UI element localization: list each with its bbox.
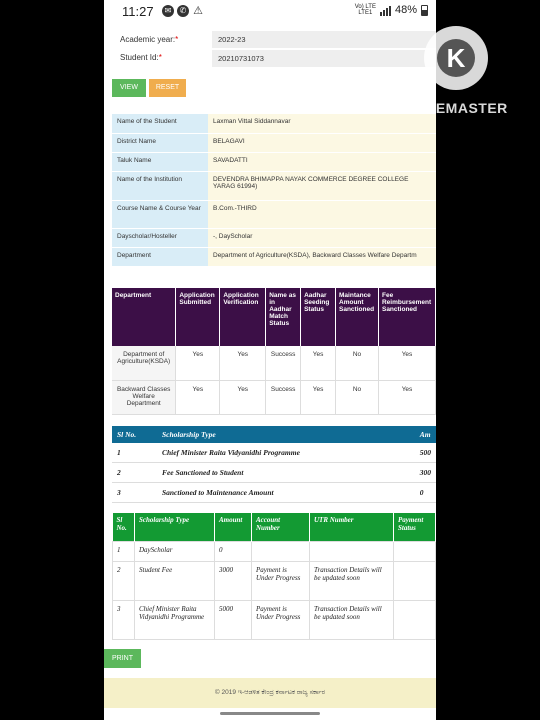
table-row	[112, 443, 436, 463]
academic-year-select[interactable]: 2022-23	[212, 31, 436, 48]
scholarship-cell: Sanctioned to Maintenance Amount	[157, 483, 415, 503]
payment-cell	[394, 541, 436, 561]
phone-screen	[104, 0, 436, 720]
notification-icons	[162, 5, 204, 17]
payment-cell: Chief Minister Raita Vidyanidhi Programme	[135, 600, 215, 639]
warning-icon: ⚠	[193, 5, 203, 17]
scholarship-cell: 3	[112, 483, 157, 503]
info-key: Name of the Institution	[112, 171, 208, 200]
scholarship-cell: 1	[112, 443, 157, 463]
table-row	[113, 541, 436, 561]
status-header: Name as in Aadhar Match Status	[266, 288, 301, 346]
scholarship-table	[112, 426, 436, 503]
whatsapp-icon: ✆	[177, 5, 189, 17]
payment-cell: Transaction Details will be updated soon	[310, 600, 394, 639]
info-key: Dayscholar/Hosteller	[112, 228, 208, 247]
status-cell: Success	[266, 380, 301, 414]
status-cell: Yes	[176, 380, 220, 414]
watermark-text: KINEMASTER	[410, 100, 508, 116]
info-key: Department	[112, 247, 208, 266]
payment-cell: DayScholar	[135, 541, 215, 561]
battery-icon	[421, 5, 428, 16]
table-row	[112, 463, 436, 483]
payment-cell: 1	[113, 541, 135, 561]
table-row	[113, 600, 436, 639]
scholarship-header: Sl No.	[112, 426, 157, 443]
scholarship-header: Am	[415, 426, 436, 443]
status-cell: Yes	[220, 346, 266, 380]
status-cell: Yes	[378, 346, 435, 380]
status-time: 11:27	[122, 4, 154, 19]
payment-cell: Payment is Under Progress	[252, 600, 310, 639]
info-key: Name of the Student	[112, 114, 208, 133]
home-indicator[interactable]	[220, 712, 320, 715]
info-value: Laxman Vittal Siddannavar	[208, 114, 436, 133]
status-cell: Success	[266, 346, 301, 380]
status-header: Application Submitted	[176, 288, 220, 346]
scholarship-cell: 300	[415, 463, 436, 483]
payment-cell	[252, 541, 310, 561]
payment-header: Sl No.	[113, 513, 135, 541]
page-footer: © 2019 ಇ-ಆಡಳಿತ ಕೇಂದ್ರ ಕರ್ನಾಟಕ ರಾಜ್ಯ ಸರ್ಕಾರ	[104, 678, 436, 708]
info-key: Taluk Name	[112, 152, 208, 171]
scholarship-header: Scholarship Type	[157, 426, 415, 443]
required-mark: *	[158, 53, 162, 62]
scholarship-cell: Fee Sanctioned to Student	[157, 463, 415, 483]
signal-icon	[380, 5, 391, 16]
status-header: Aadhar Seeding Status	[301, 288, 336, 346]
payment-cell: Student Fee	[135, 561, 215, 600]
payment-cell: 2	[113, 561, 135, 600]
status-cell: Yes	[378, 380, 435, 414]
status-cell: Backward Classes Welfare Department	[112, 380, 176, 414]
reset-button[interactable]: RESET	[149, 79, 186, 97]
required-mark: *	[175, 35, 179, 44]
info-value: DEVENDRA BHIMAPPA NAYAK COMMERCE DEGREE COLLEGE YARAG 61994)	[208, 171, 436, 200]
table-row	[112, 483, 436, 503]
scholarship-cell: 500	[415, 443, 436, 463]
payment-cell	[394, 561, 436, 600]
info-key: District Name	[112, 133, 208, 152]
application-status-table	[112, 288, 436, 415]
student-id-input[interactable]: 20210731073	[212, 50, 436, 67]
payment-header: Payment Status	[394, 513, 436, 541]
payment-header: Account Number	[252, 513, 310, 541]
payment-header: UTR Number	[310, 513, 394, 541]
info-value: SAVADATTI	[208, 152, 436, 171]
payment-cell: 0	[215, 541, 252, 561]
table-row	[113, 561, 436, 600]
academic-year-label-text: Academic year:	[120, 35, 176, 44]
student-id-label-text: Student Id:	[120, 53, 159, 62]
payment-cell	[394, 600, 436, 639]
kinemaster-logo-icon: K	[437, 39, 475, 77]
payment-header: Amount	[215, 513, 252, 541]
view-button[interactable]: VIEW	[112, 79, 146, 97]
status-cell: Yes	[301, 346, 336, 380]
status-cell: No	[336, 346, 379, 380]
student-info-table	[112, 114, 436, 267]
table-row	[112, 346, 436, 380]
payment-cell: Payment is Under Progress	[252, 561, 310, 600]
info-value: -, DayScholar	[208, 228, 436, 247]
payment-table	[112, 513, 436, 640]
student-id-label	[120, 53, 162, 62]
status-cell: Yes	[176, 346, 220, 380]
status-right	[355, 4, 428, 16]
payment-header: Scholarship Type	[135, 513, 215, 541]
table-row	[112, 380, 436, 414]
scholarship-cell: 0	[415, 483, 436, 503]
payment-cell: Transaction Details will be updated soon	[310, 561, 394, 600]
info-value: B.Com.-THIRD	[208, 200, 436, 228]
status-header: Application Verification	[220, 288, 266, 346]
scholarship-cell: 2	[112, 463, 157, 483]
status-header: Department	[112, 288, 176, 346]
payment-cell: 3000	[215, 561, 252, 600]
status-cell: No	[336, 380, 379, 414]
scholarship-cell: Chief Minister Raita Vidyanidhi Programme	[157, 443, 415, 463]
info-value: BELAGAVI	[208, 133, 436, 152]
status-header: Fee Reimbursement Sanctioned	[378, 288, 435, 346]
status-cell: Department of Agriculture(KSDA)	[112, 346, 176, 380]
print-button[interactable]: PRINT	[104, 649, 141, 668]
network-label: Vo) LTE LTE1	[354, 4, 376, 16]
status-bar	[104, 0, 436, 24]
payment-cell: 5000	[215, 600, 252, 639]
message-icon: ✉	[162, 5, 174, 17]
status-cell: Yes	[220, 380, 266, 414]
status-header: Maintance Amount Sanctioned	[336, 288, 379, 346]
battery-percent: 48%	[394, 4, 417, 16]
payment-cell: 3	[113, 600, 135, 639]
academic-year-label	[120, 35, 178, 44]
info-value: Department of Agriculture(KSDA), Backward Classes Welfare Departm	[208, 247, 436, 266]
kinemaster-watermark	[404, 26, 514, 122]
payment-cell	[310, 541, 394, 561]
status-cell: Yes	[301, 380, 336, 414]
info-key: Course Name & Course Year	[112, 200, 208, 228]
